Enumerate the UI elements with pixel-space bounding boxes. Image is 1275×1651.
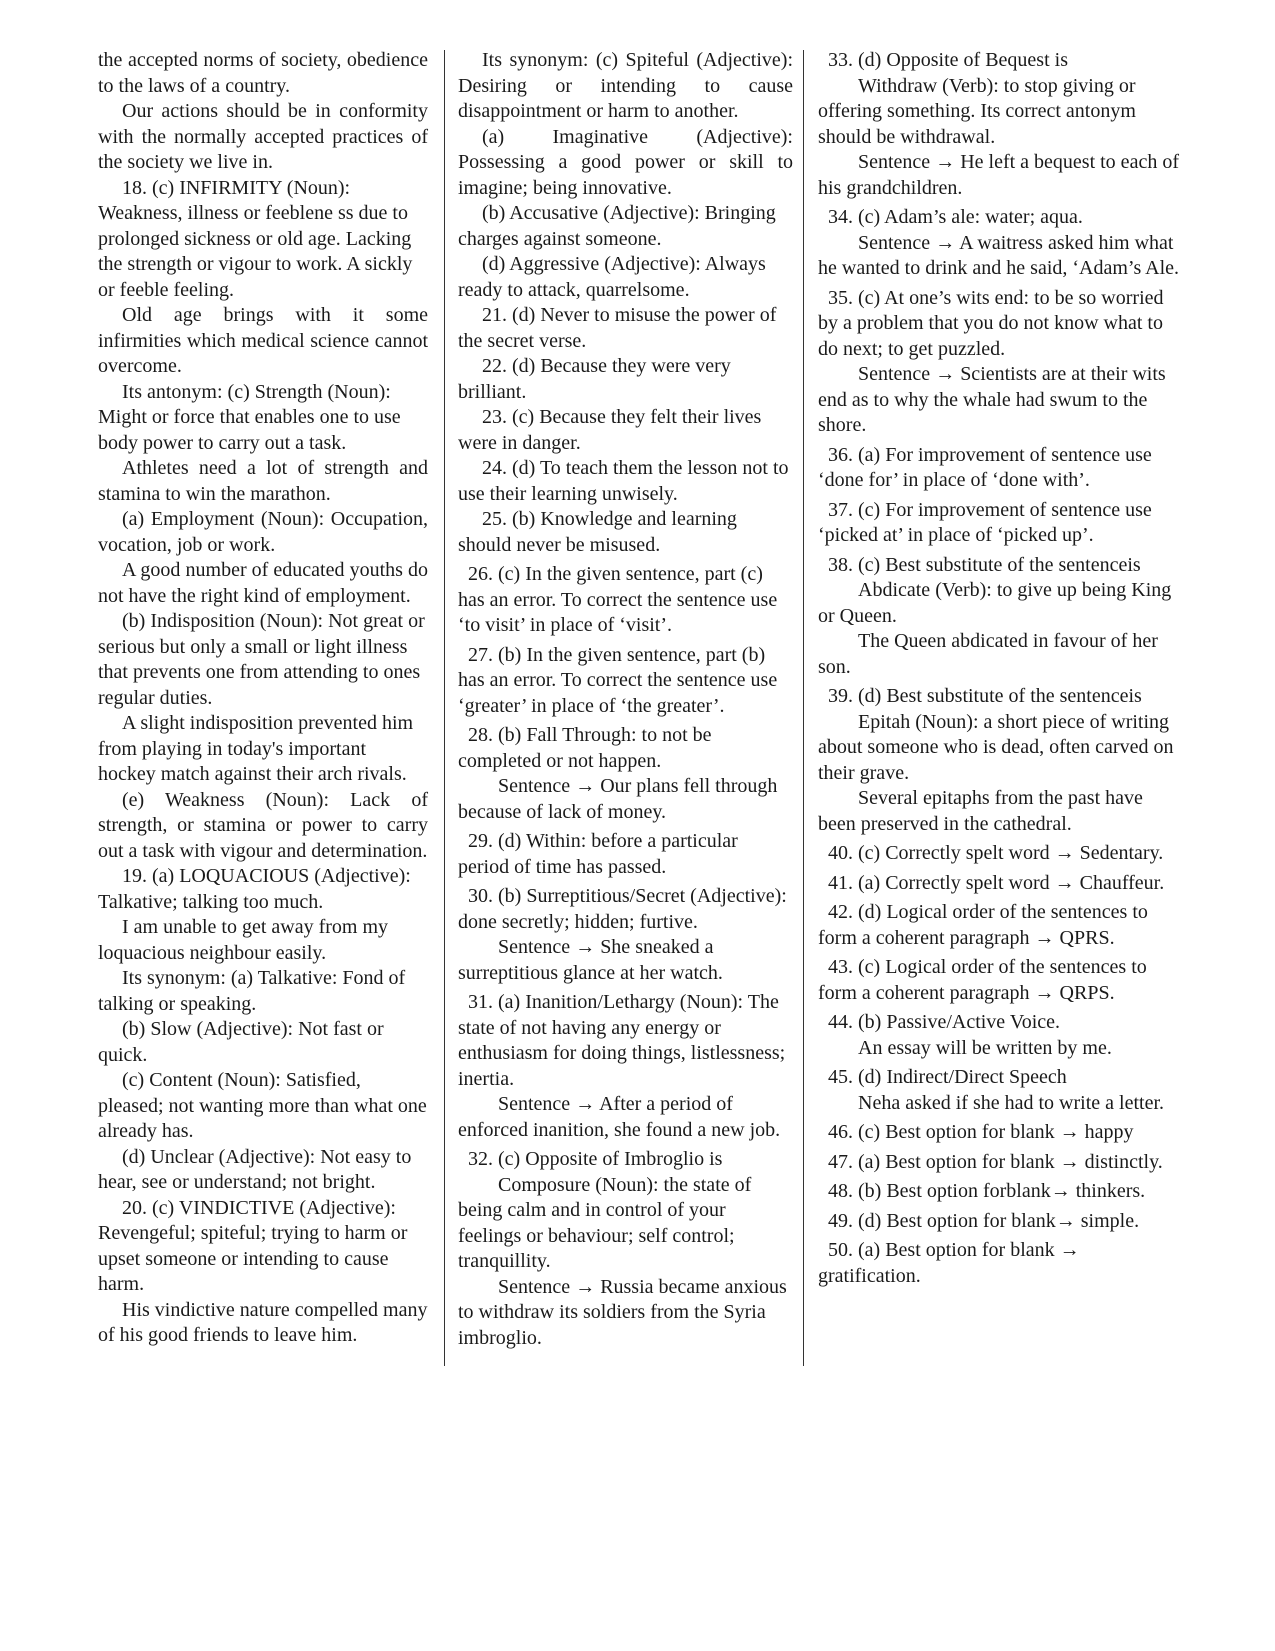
example-sentence: Several epitaphs from the past have been preserved in the cathedral. (818, 787, 1143, 835)
paragraph: I am unable to get away from my loquacious neighbour easily. (98, 916, 389, 964)
definition: Composure (Noun): the state of being calm and in control of your feelings or behaviour; self control; tranquillity. (458, 1173, 752, 1272)
paragraph: (b) Accusative (Adjective): Bringing charges against someone. (458, 202, 776, 250)
column-middle (458, 48, 793, 1351)
answer-44: 44. (b) Passive/Active Voice. (828, 1011, 1061, 1033)
paragraph: (a) Imaginative (Adjective): Possessing a good power or skill to imagine; being innovative. (458, 125, 793, 199)
column-right (818, 48, 1180, 1289)
answer-30: 30. (b) Surreptitious/Secret (Adjective): done secretly; hidden; furtive. (458, 885, 787, 933)
answer-33: 33. (d) Opposite of Bequest is (828, 49, 1068, 71)
paragraph: Its antonym: (c) Strength (Noun): Might or force that enables one to use body power to carry out a task. (98, 380, 401, 454)
answer-40: 40. (c) Correctly spelt word → Sedentary. (828, 842, 1164, 864)
answer-19: 19. (a) LOQUACIOUS (Adjective): Talkative; talking too much. (98, 865, 411, 913)
answer-48: 48. (b) Best option forblank→ thinkers. (828, 1180, 1146, 1202)
answer-47: 47. (a) Best option for blank → distinctly. (828, 1150, 1163, 1173)
answer-45: 45. (d) Indirect/Direct Speech (828, 1066, 1067, 1088)
answer-43: 43. (c) Logical order of the sentences to form a coherent paragraph → QRPS. (818, 956, 1147, 1004)
answer-46: 46. (c) Best option for blank → happy (828, 1121, 1134, 1143)
answer-22: 22. (d) Because they were very brilliant. (458, 355, 731, 403)
answer-28: 28. (b) Fall Through: to not be completed or not happen. (458, 724, 712, 772)
answer-35: 35. (c) At one’s wits end: to be so worried by a problem that you do not know what to do next; to get puzzled. (818, 286, 1164, 360)
answer-42: 42. (d) Logical order of the sentences to form a coherent paragraph → QPRS. (818, 901, 1148, 949)
paragraph: A good number of educated youths do not have the right kind of employment. (98, 559, 428, 607)
paragraph: the accepted norms of society, obedience to the laws of a country. (98, 49, 428, 97)
paragraph: Our actions should be in conformity with the normally accepted practices of the society we live in. (98, 100, 428, 173)
answer-36: 36. (a) For improvement of sentence use ‘done for’ in place of ‘done with’. (818, 443, 1152, 491)
paragraph: Its synonym: (c) Spiteful (Adjective): Desiring or intending to cause disappointment or harm to another. (458, 49, 793, 122)
answer-49: 49. (d) Best option for blank→ simple. (828, 1209, 1140, 1232)
answer-24: 24. (d) To teach them the lesson not to use their learning unwisely. (458, 457, 789, 505)
answer-29: 29. (d) Within: before a particular period of time has passed. (458, 830, 738, 878)
definition: Withdraw (Verb): to stop giving or offering something. Its correct antonym should be withdrawal. (818, 74, 1136, 148)
paragraph: Athletes need a lot of strength and stamina to win the marathon. (98, 457, 428, 505)
answer-38: 38. (c) Best substitute of the sentenceis (828, 553, 1141, 576)
paragraph: Its synonym: (a) Talkative: Fond of talking or speaking. (98, 967, 406, 1015)
answer-39: 39. (d) Best substitute of the sentenceis (828, 685, 1142, 707)
example-sentence: Sentence → After a period of enforced inanition, she found a new job. (458, 1093, 781, 1141)
example-sentence: Sentence → Russia became anxious to withdraw its soldiers from the Syria imbroglio. (458, 1275, 787, 1349)
example-sentence: Sentence → He left a bequest to each of his grandchildren. (818, 151, 1179, 199)
answer-34: 34. (c) Adam’s ale: water; aqua. (828, 206, 1083, 228)
column-divider-right (803, 50, 804, 1366)
column-divider-left (444, 50, 445, 1366)
example-sentence: Sentence → A waitress asked him what he wanted to drink and he said, ‘Adam’s Ale. (818, 231, 1180, 279)
example-sentence: Neha asked if she had to write a letter. (858, 1091, 1164, 1114)
answer-32: 32. (c) Opposite of Imbroglio is (468, 1148, 723, 1170)
column-left (98, 48, 428, 1349)
answer-50: 50. (a) Best option for blank → gratification. (818, 1239, 1080, 1287)
paragraph: (a) Employment (Noun): Occupation, vocation, job or work. (98, 508, 428, 556)
answer-21: 21. (d) Never to misuse the power of the secret verse. (458, 304, 777, 352)
answer-18: 18. (c) INFIRMITY (Noun): Weakness, illness or feeblene ss due to prolonged sickness or old age. Lacking the strength or vigour to work. A sickly or feeble feeling. (98, 176, 413, 301)
example-sentence: The Queen abdicated in favour of her son. (818, 630, 1158, 678)
paragraph: His vindictive nature compelled many of his good friends to leave him. (98, 1298, 428, 1346)
example-sentence: Sentence → Our plans fell through because of lack of money. (458, 775, 778, 823)
answer-27: 27. (b) In the given sentence, part (b) has an error. To correct the sentence use ‘greater’ in place of ‘the greater’. (458, 643, 778, 717)
example-sentence: Sentence → She sneaked a surreptitious glance at her watch. (458, 936, 723, 984)
paragraph: (c) Content (Noun): Satisfied, pleased; not wanting more than what one already has. (98, 1069, 427, 1142)
answer-41: 41. (a) Correctly spelt word → Chauffeur. (828, 871, 1165, 894)
answer-37: 37. (c) For improvement of sentence use ‘picked at’ in place of ‘picked up’. (818, 498, 1152, 546)
answer-20: 20. (c) VINDICTIVE (Adjective): Revengeful; spiteful; trying to harm or upset someone or intending to cause harm. (98, 1196, 408, 1295)
example-sentence: An essay will be written by me. (858, 1036, 1112, 1059)
answer-23: 23. (c) Because they felt their lives were in danger. (458, 406, 762, 454)
paragraph: (b) Indisposition (Noun): Not great or serious but only a small or light illness that prevents one from attending to ones regular duties. (98, 610, 425, 709)
answer-25: 25. (b) Knowledge and learning should never be misused. (458, 508, 737, 556)
paragraph: (e) Weakness (Noun): Lack of strength, or stamina or power to carry out a task with vigour and determination. (98, 788, 428, 862)
paragraph: (b) Slow (Adjective): Not fast or quick. (98, 1018, 384, 1066)
answer-31: 31. (a) Inanition/Lethargy (Noun): The state of not having any energy or enthusiasm for doing things, listlessness; inertia. (458, 991, 786, 1090)
definition: Epitah (Noun): a short piece of writing about someone who is dead, often carved on their grave. (818, 710, 1174, 784)
answer-26: 26. (c) In the given sentence, part (c) has an error. To correct the sentence use ‘to visit’ in place of ‘visit’. (458, 563, 778, 636)
paragraph: (d) Aggressive (Adjective): Always ready to attack, quarrelsome. (458, 253, 766, 301)
paragraph: Old age brings with it some infirmities which medical science cannot overcome. (98, 304, 428, 377)
definition: Abdicate (Verb): to give up being King or Queen. (818, 579, 1172, 627)
example-sentence: Sentence → Scientists are at their wits end as to why the whale had swum to the shore. (818, 363, 1166, 436)
paragraph: (d) Unclear (Adjective): Not easy to hear, see or understand; not bright. (98, 1145, 412, 1193)
paragraph: A slight indisposition prevented him from playing in today's important hockey match against their arch rivals. (98, 712, 414, 785)
